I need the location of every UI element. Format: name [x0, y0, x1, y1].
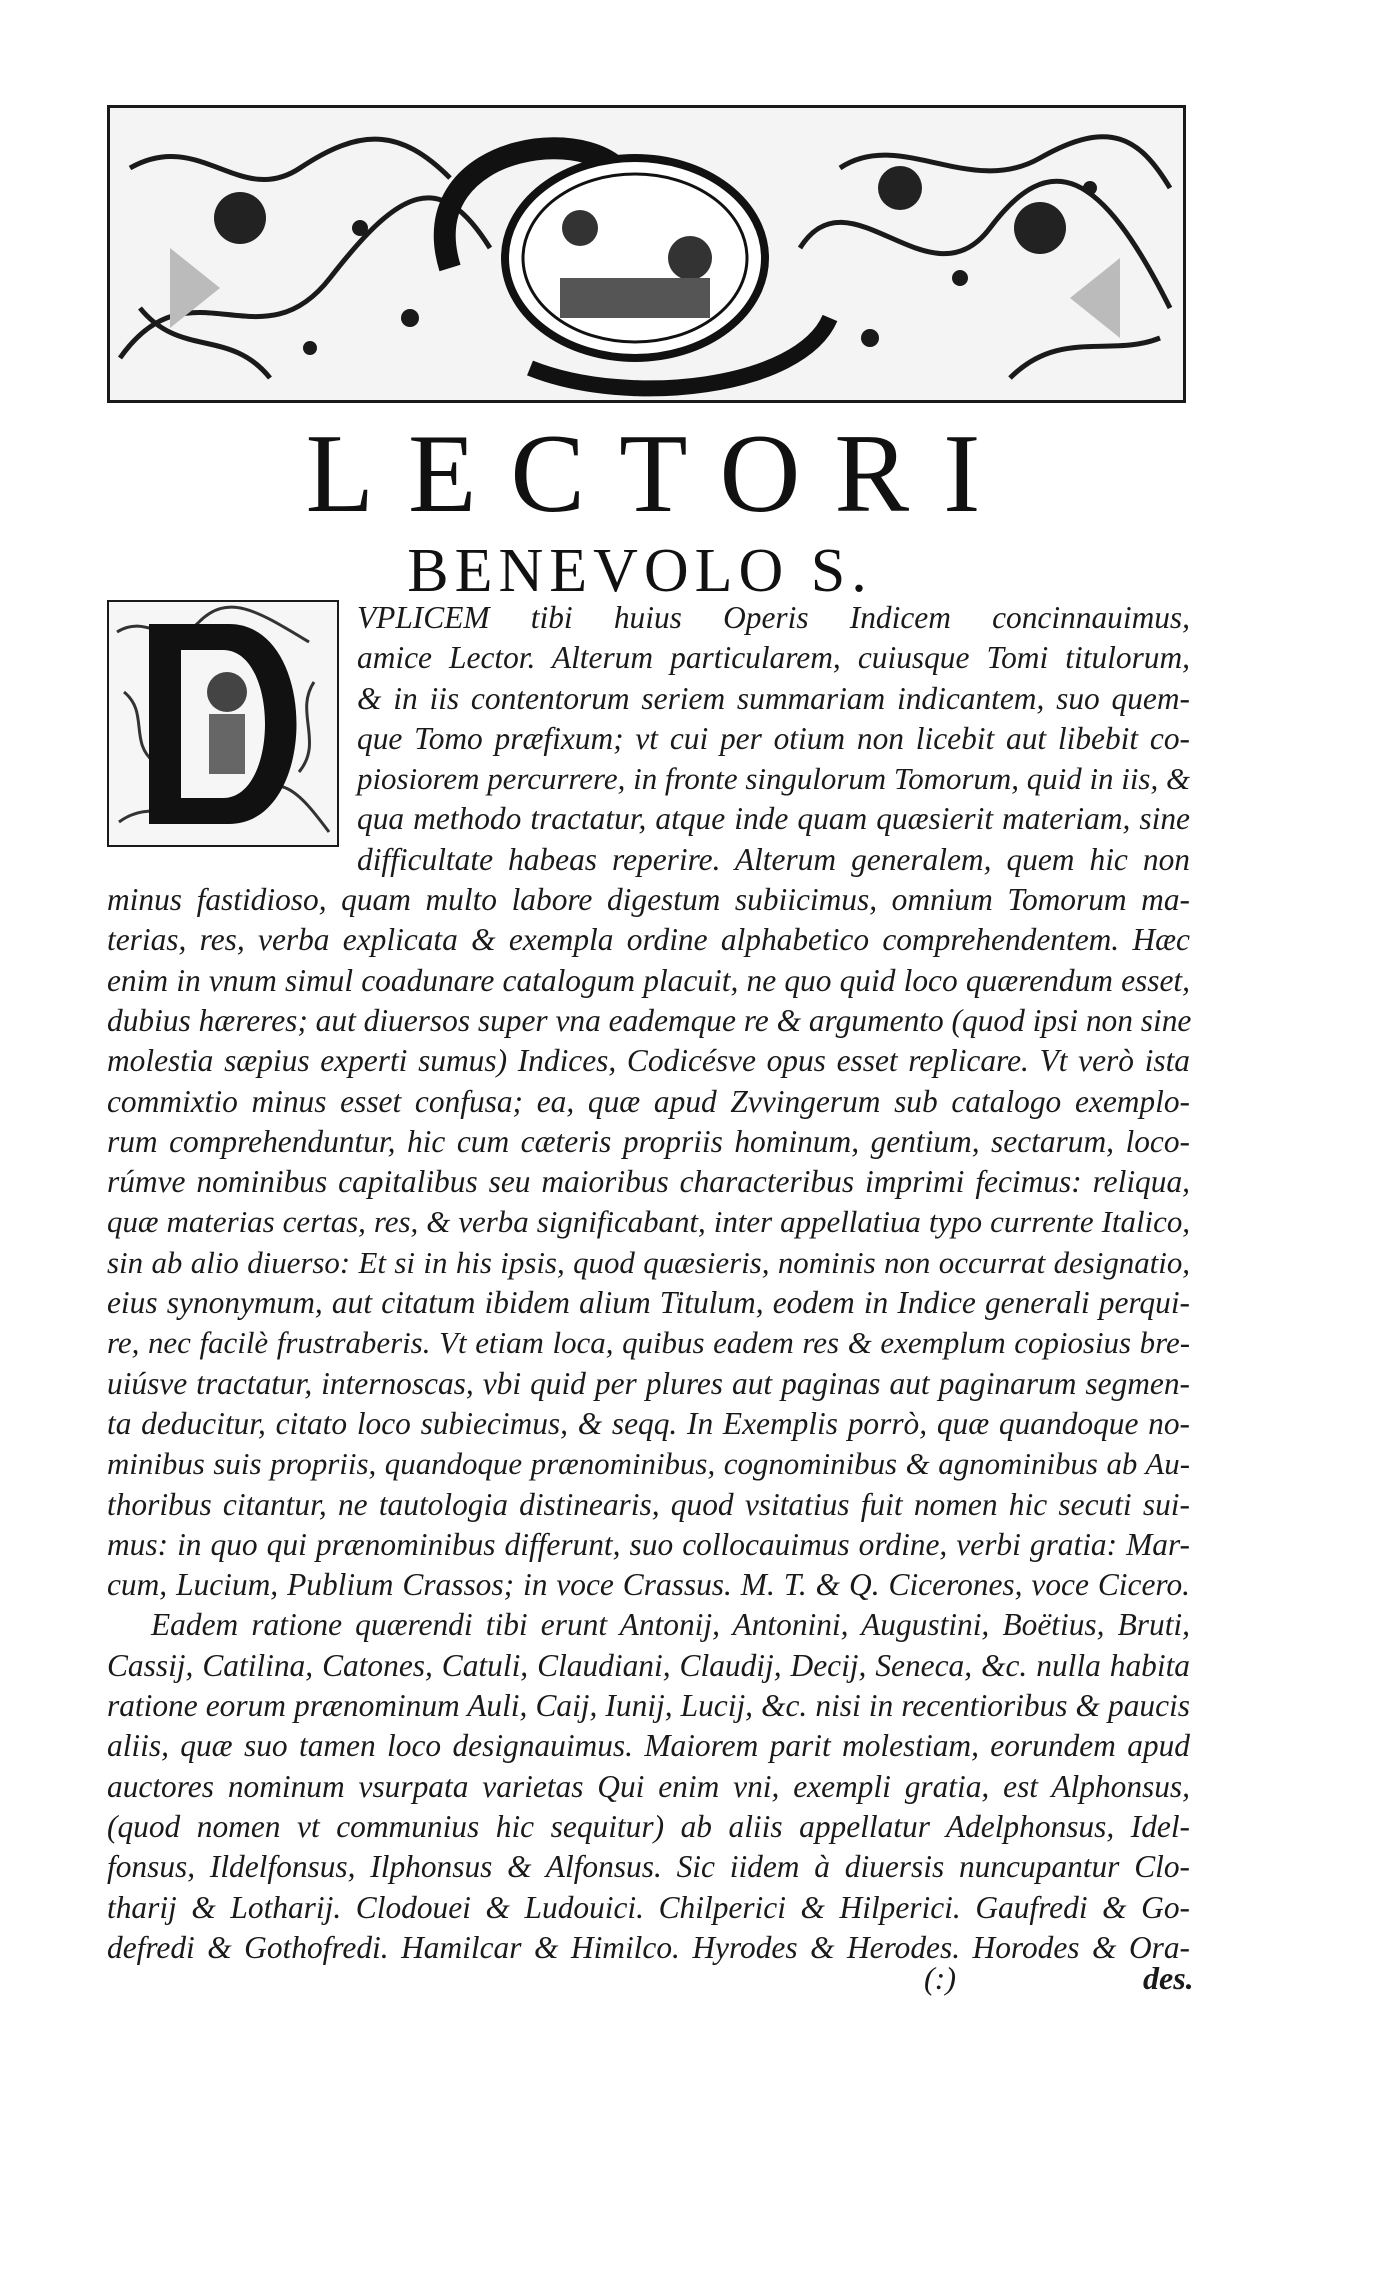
text-line: que Tomo præfixum; vt cui per otium non licebit aut libebit co- — [357, 720, 1190, 756]
text-line: & in iis contentorum seriem summariam indicantem, suo quem- — [357, 680, 1190, 716]
text-line: cum, Lucium, Publium Crassos; in voce Crassus. M. T. & Q. Cicerones, voce Cicero. — [107, 1567, 1190, 1603]
text-line: Cassij, Catilina, Catones, Catuli, Claudiani, Claudij, Decij, Seneca, &c. nulla habita — [107, 1647, 1190, 1683]
text-line: molestia sæpius experti sumus) Indices, Codicésve opus esset replicare. Vt verò ista — [107, 1043, 1190, 1079]
text-line: minus fastidioso, quam multo labore digestum subiicimus, omnium Tomorum ma- — [107, 882, 1190, 918]
text-line: enim in vnum simul coadunare catalogum placuit, ne quo quid loco quærendum esset, — [107, 962, 1190, 998]
text-line: defredi & Gothofredi. Hamilcar & Himilco. Hyrodes & Herodes. Horodes & Ora- — [107, 1929, 1190, 1965]
text-line: rum comprehenduntur, hic cum cæteris propriis hominum, gentium, sectarum, loco- — [107, 1123, 1190, 1159]
text-line: quæ materias certas, res, & verba significabant, inter appellatiua typo currente Italico, — [107, 1204, 1190, 1240]
text-line: (quod nomen vt communius hic sequitur) ab aliis appellatur Adelphonsus, Idel- — [107, 1808, 1190, 1844]
text-line: tharij & Lotharij. Clodouei & Ludouici. Chilperici & Hilperici. Gaufredi & Go- — [107, 1889, 1190, 1925]
text-line: ta deducitur, citato loco subiecimus, & seqq. In Exemplis porrò, quæ quandoque no- — [107, 1405, 1190, 1441]
text-line: piosiorem percurrere, in fronte singulorum Tomorum, quid in iis, & — [357, 761, 1190, 797]
text-line: fonsus, Ildelfonsus, Ilphonsus & Alfonsus. Sic iidem à diuersis nuncupantur Clo- — [107, 1849, 1190, 1885]
text-line: difficultate habeas reperire. Alterum generalem, quem hic non — [357, 841, 1190, 877]
page-title: LECTORI — [305, 412, 1015, 536]
catchword: des. — [1143, 1960, 1194, 1996]
text-line: amice Lector. Alterum particularem, cuiusque Tomi titulorum, — [357, 640, 1190, 676]
text-line: mus: in quo qui prænominibus differunt, suo collocauimus ordine, verbi gratia: Mar- — [107, 1526, 1190, 1562]
text-line: qua methodo tractatur, atque inde quam quæsierit materiam, sine — [357, 801, 1190, 837]
text-line: thoribus citantur, ne tautologia distinearis, quod vsitatius fuit nomen hic secuti sui- — [107, 1486, 1190, 1522]
text-line: re, nec facilè frustraberis. Vt etiam loca, quibus eadem res & exemplum copiosius bre- — [107, 1325, 1190, 1361]
text-line: minibus suis propriis, quandoque prænominibus, cognominibus & agnominibus ab Au- — [107, 1446, 1190, 1482]
text-line: ratione eorum prænominum Auli, Caij, Iunij, Lucij, &c. nisi in recentioribus & paucis — [107, 1688, 1190, 1724]
text-line: uiúsve tractatur, internoscas, vbi quid per plures aut paginas aut paginarum segmen- — [107, 1365, 1190, 1401]
preface-body — [107, 598, 1190, 1968]
text-line: Eadem ratione quærendi tibi erunt Antonij, Antonini, Augustini, Boëtius, Bruti, — [151, 1607, 1190, 1643]
text-line: sin ab alio diuerso: Et si in his ipsis, quod quæsieris, nominis non occurrat designatio, — [107, 1244, 1190, 1280]
text-line: commixtio minus esset confusa; ea, quæ apud Zvvingerum sub catalogo exemplo- — [107, 1083, 1190, 1119]
text-line: terias, res, verba explicata & exempla ordine alphabetico comprehendentem. Hæc — [107, 922, 1190, 958]
text-line: auctores nominum vsurpata varietas Qui enim vni, exempli gratia, est Alphonsus, — [107, 1768, 1190, 1804]
ornamental-headpiece — [107, 105, 1186, 403]
text-line: rúmve nominibus capitalibus seu maioribus characteribus imprimi fecimus: reliqua, — [107, 1164, 1190, 1200]
text-line: dubius hæreres; aut diuersos super vna eademque re & argumento (quod ipsi non sine — [107, 1002, 1192, 1038]
text-line: eius synonymum, aut citatum ibidem alium Titulum, eodem in Indice generali perqui- — [107, 1285, 1190, 1321]
signature-mark: (:) — [924, 1960, 956, 1996]
page-subtitle: BENEVOLO S. — [407, 537, 873, 605]
text-line: aliis, quæ suo tamen loco designauimus. Maiorem parit molestiam, eorundem apud — [107, 1728, 1190, 1764]
text-line: VPLICEM tibi huius Operis Indicem concinnauimus, — [357, 600, 1190, 635]
